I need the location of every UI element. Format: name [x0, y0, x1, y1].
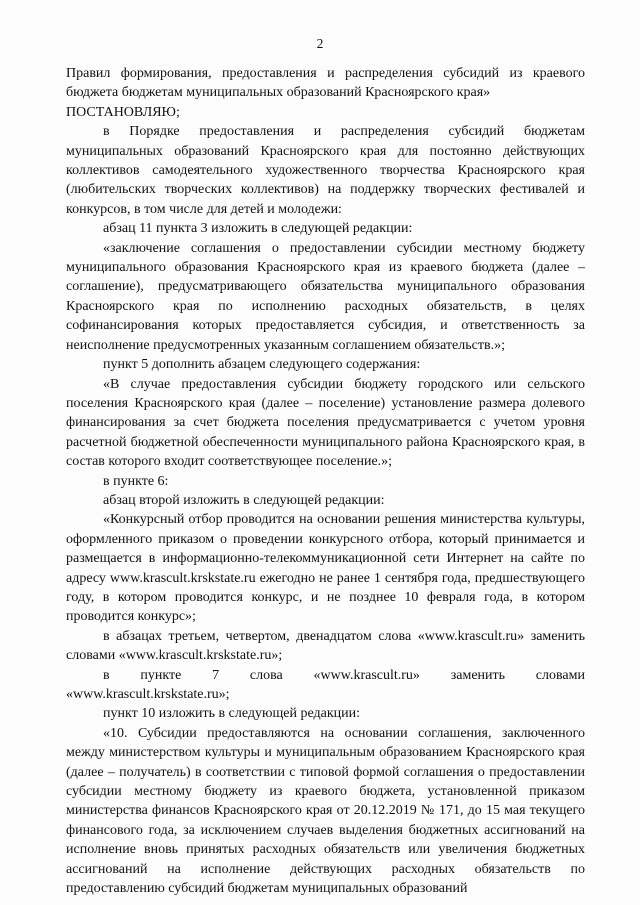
paragraph: в пункте 7 слова «www.krascult.ru» заменить словами «www.krascult.krskstate.ru»; — [66, 667, 585, 702]
paragraph: «В случае предоставления субсидии бюджету городского или сельского поселения Красноярского края (далее – поселение) установление размера долевого финансирования за счет бюджета поселения предусматривается с учетом уровня расчетной бюджетной обеспеченности муниципального района Красноярского края, в состав которого входит соответствующее поселение.»; — [66, 376, 585, 470]
paragraph: пункт 5 дополнить абзацем следующего содержания: — [103, 357, 421, 373]
paragraph: «Конкурсный отбор проводится на основании решения министерства культуры, оформленного приказом о проведении конкурсного отбора, который принимается и размещается в информационно-телекоммуникационной сети Интернет на сайте по адресу www.krascult.krskstate.ru ежегодно не ранее 1 сентября года, предшествующего году, в котором проводится конкурс, и не позднее 10 февраля года, в котором проводится конкурс»; — [66, 512, 585, 625]
page-number: 2 — [316, 36, 324, 51]
document-body — [66, 64, 585, 898]
paragraph: в Порядке предоставления и распределения субсидий бюджетам муниципальных образований Красноярского края для постоянно действующих коллективов самодеятельного художественного творчества Красноярского края (любительских творческих коллективов) на поддержку творческих фестивалей и конкурсов, в том числе для детей и молодежи: — [66, 124, 585, 217]
paragraph: пункт 10 изложить в следующей редакции: — [103, 706, 360, 722]
paragraph: «заключение соглашения о предоставлении субсидии местному бюджету муниципального образования Красноярского края из краевого бюджета (далее – соглашение), предусматривающего обязательства муниципального образования Красноярского края по исполнению расходных обязательств, в целях софинансирования которых предоставляется субсидия, и ответственность за неисполнение предусмотренных указанным соглашением обязательств.»; — [66, 240, 585, 353]
paragraph: в пункте 6: — [103, 473, 169, 489]
paragraph: Правил формирования, предоставления и распределения субсидий из краевого бюджета бюджетам муниципальных образований Красноярского края» — [66, 66, 585, 101]
paragraph: абзац второй изложить в следующей редакции: — [103, 492, 385, 508]
paragraph: «10. Субсидии предоставляются на основании соглашения, заключенного между министерством культуры и муниципальным образованием Красноярского края (далее – получатель) в соответствии с типовой формой соглашения о предоставлении субсидии местному бюджету из краевого бюджета, установленной приказом министерства финансов Красноярского края от 20.12.2019 № 171, до 15 мая текущего финансового года, за исключением случаев выделения бюджетных ассигнований на исполнение вновь принятых расходных обязательств или увеличения бюджетных ассигнований на исполнение действующих расходных обязательств по предоставлению субсидий бюджетам муниципальных образований — [66, 725, 585, 897]
paragraph: в абзацах третьем, четвертом, двенадцатом слова «www.krascult.ru» заменить словами «www.krascult.krskstate.ru»; — [66, 628, 585, 664]
paragraph: ПОСТАНОВЛЯЮ; — [66, 104, 180, 120]
paragraph: абзац 11 пункта 3 изложить в следующей редакции: — [103, 221, 413, 237]
